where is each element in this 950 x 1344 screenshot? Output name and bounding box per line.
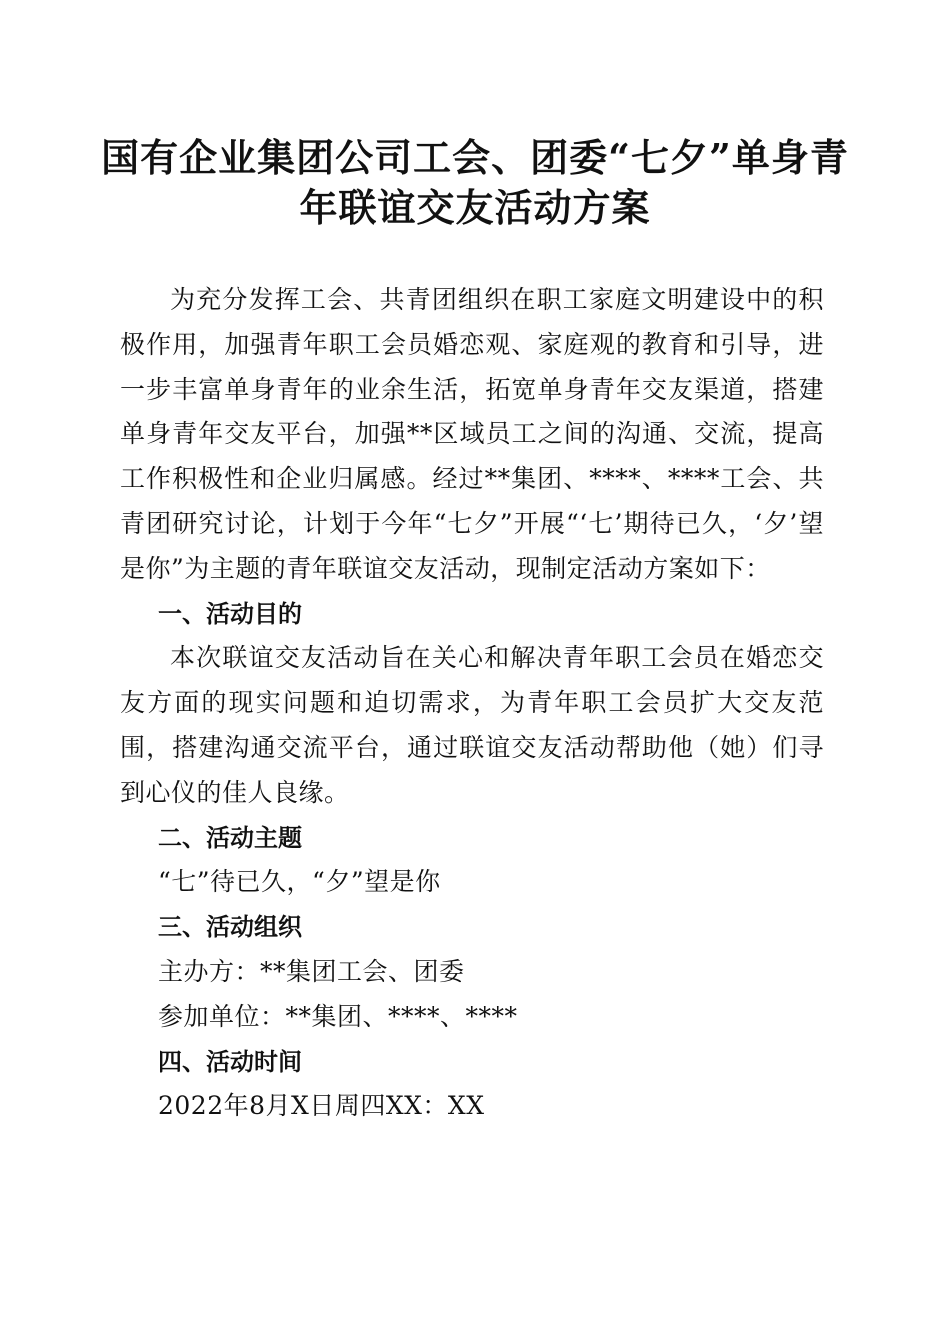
participants-text: 参加单位：**集团、****、**** — [158, 1001, 518, 1031]
time-text: 2022年8月X日周四XX：XX — [158, 1091, 485, 1121]
section-heading-theme: 二、活动主题 — [158, 823, 302, 852]
section-heading-organization: 三、活动组织 — [158, 913, 302, 942]
section-heading-time: 四、活动时间 — [158, 1047, 302, 1076]
title-line-2: 年联谊交友活动方案 — [299, 185, 651, 230]
intro-paragraph: 为充分发挥工会、共青团组织在职工家庭文明建设中的积极作用，加强青年职工会员婚恋观、家庭观的教育和引导，进一步丰富单身青年的业余生活，拓宽单身青年交友渠道，搭建单身青年交友平台，加强**区域员工之间的沟通、交流，提高工作积极性和企业归属感。经过**集团、****、****工会、共青团研究讨论，计划于今年“七夕”开展“‘七’期待已久，‘夕’望是你”为主题的青年联谊交友活动，现制定活动方案如下： — [120, 285, 824, 583]
section-heading-purpose: 一、活动目的 — [158, 599, 302, 628]
title-line-1: 国有企业集团公司工会、团委“七夕”单身青 — [101, 135, 849, 180]
document-title — [100, 133, 850, 233]
document-body — [120, 278, 824, 1129]
purpose-paragraph: 本次联谊交友活动旨在关心和解决青年职工会员在婚恋交友方面的现实问题和迫切需求，为青年职工会员扩大交友范围，搭建沟通交流平台，通过联谊交友活动帮助他（她）们寻到心仪的佳人良缘。 — [120, 643, 824, 807]
organizer-text: 主办方：**集团工会、团委 — [158, 956, 465, 986]
theme-text: “七”待已久，“夕”望是你 — [158, 867, 441, 897]
